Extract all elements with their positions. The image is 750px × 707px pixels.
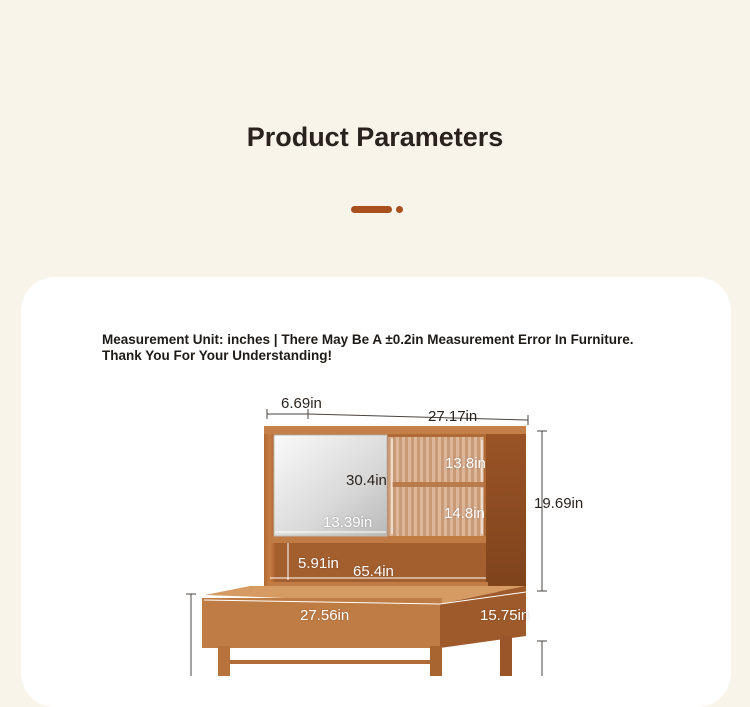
desk-leg-mid (430, 646, 442, 676)
desk-leg-right (500, 636, 512, 676)
measurement-note-line1: Measurement Unit: inches | There May Be A ±0.2in Measurement Error In Furniture. (102, 332, 634, 347)
page-title: Product Parameters (246, 122, 504, 152)
glass-cabinet-shelf (392, 482, 484, 487)
dim-desk-depth: 15.75in (480, 607, 530, 624)
hutch-cabinet-shelf (270, 536, 486, 543)
dim-right-height: 19.69in (534, 495, 584, 512)
hutch-top (264, 426, 526, 434)
dim-mirror-width: 13.39in (323, 514, 373, 531)
desk (202, 586, 526, 676)
dim-lower-shelf: 14.8in (444, 505, 485, 522)
dim-open-shelf-height: 5.91in (298, 555, 339, 572)
dim-open-shelf-width: 65.4in (353, 563, 394, 580)
dim-top-width: 27.17in (428, 408, 478, 425)
measurement-note-line2: Thank You For Your Understanding! (102, 348, 333, 363)
dim-desk-width: 27.56in (300, 607, 350, 624)
hutch-right-side (486, 432, 526, 592)
dim-upper-shelf: 13.8in (445, 455, 486, 472)
dim-side-depth: 6.69in (281, 395, 322, 412)
dim-mirror-height: 30.4in (346, 472, 387, 489)
desk-stretcher (230, 660, 430, 664)
desk-leg-left (218, 646, 230, 676)
